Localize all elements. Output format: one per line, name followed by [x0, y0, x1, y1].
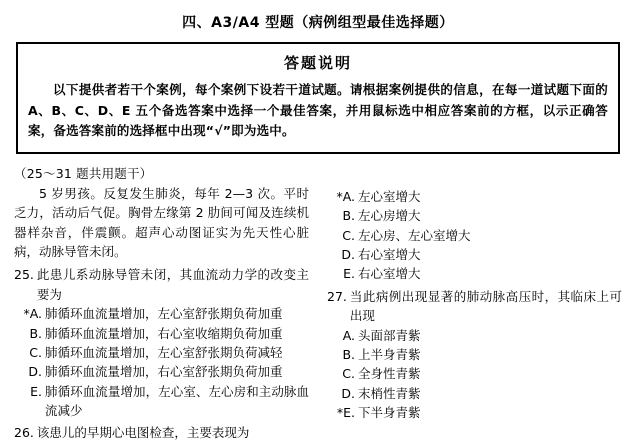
- question-25-option-a[interactable]: [14, 304, 309, 323]
- option-label: D.: [341, 247, 355, 262]
- notice-body: 以下提供者若干个案例，每个案例下设若干道试题。请根据案例提供的信息，在每一道试题下面的 A、B、C、D、E 五个备选答案中选择一个最佳答案，并用鼠标选中相应答案前的方框，以示正确答案，备选答案前的选择框中出现“√”即为选中。: [28, 82, 608, 139]
- column-left: [14, 184, 309, 443]
- option-text: 肺循环血流量增加，左心室、左心房和主动脉血流减少: [45, 383, 309, 418]
- question-25-text: 此患儿系动脉导管未闭，其血流动力学的改变主要为: [36, 267, 309, 302]
- option-text: 左心房、左心室增大: [358, 227, 471, 243]
- question-25-option-d[interactable]: [14, 362, 309, 381]
- question-26-number: 26.: [14, 425, 34, 441]
- question-27-text: 当此病例出现显著的肺动脉高压时，其临床上可出现: [349, 288, 622, 324]
- question-27-line: [327, 287, 622, 326]
- question-25-option-e[interactable]: [14, 382, 309, 421]
- column-right: [327, 184, 622, 443]
- question-25: [14, 265, 309, 420]
- option-label: *A.: [336, 188, 355, 204]
- option-text: 肺循环血流量增加，右心室舒张期负荷加重: [45, 364, 283, 380]
- option-text: 肺循环血流量增加，右心室收缩期负荷加重: [45, 325, 283, 341]
- option-label: C.: [29, 344, 42, 360]
- section-title: 四、A3/A4 型题（病例组型最佳选择题）: [182, 15, 454, 31]
- question-26: [14, 423, 309, 442]
- question-27-option-c[interactable]: [327, 364, 622, 383]
- question-26-option-d[interactable]: [327, 245, 622, 264]
- shared-stem-header: （25～31 题共用题干）: [14, 165, 153, 181]
- case-description: 5 岁男孩。反复发生肺炎，每年 2—3 次。平时乏力，活动后气促。胸骨左缘第 2 肋间可闻及连续机器样杂音，伴震颤。超声心动图证实为先天性心脏病，动脉导管未闭。: [14, 185, 309, 259]
- option-label: C.: [342, 366, 355, 382]
- option-label: B.: [342, 346, 355, 362]
- option-label: B.: [342, 208, 355, 224]
- question-25-option-b[interactable]: [14, 324, 309, 343]
- question-27: [327, 287, 622, 423]
- option-label: *A.: [23, 306, 42, 322]
- question-25-option-c[interactable]: [14, 343, 309, 362]
- option-label: E.: [343, 266, 355, 282]
- option-text: 右心室增大: [358, 266, 421, 282]
- option-text: 头面部青紫: [358, 327, 421, 343]
- question-26-option-a[interactable]: [327, 187, 622, 206]
- question-26-option-e[interactable]: [327, 264, 622, 283]
- question-25-number: 25.: [14, 267, 34, 283]
- question-27-option-a[interactable]: [327, 326, 622, 345]
- option-text: 肺循环血流量增加，左心室舒张期负荷减轻: [45, 344, 283, 360]
- option-text: 上半身青紫: [358, 346, 421, 362]
- option-text: 右心室增大: [358, 247, 421, 262]
- question-26-options: [327, 187, 622, 284]
- option-text: 左心房增大: [358, 208, 421, 224]
- question-26-option-c[interactable]: [327, 226, 622, 245]
- option-label: C.: [342, 227, 355, 243]
- two-column-body: [14, 184, 622, 443]
- option-label: *E.: [336, 405, 355, 420]
- option-label: E.: [30, 383, 42, 399]
- option-label: D.: [28, 364, 42, 380]
- question-27-option-e[interactable]: [327, 403, 622, 422]
- option-label: A.: [342, 327, 355, 343]
- notice-title: 答题说明: [283, 54, 352, 72]
- option-text: 下半身青紫: [358, 405, 421, 420]
- question-26-text: 该患儿的早期心电图检查，主要表现为: [36, 425, 250, 441]
- option-label: D.: [341, 385, 355, 401]
- option-text: 全身性青紫: [358, 366, 421, 382]
- option-text: 左心室增大: [358, 188, 421, 204]
- question-25-line: [14, 265, 309, 304]
- question-26-option-b[interactable]: [327, 206, 622, 225]
- question-26-line: [14, 423, 309, 442]
- option-text: 肺循环血流量增加，左心室舒张期负荷加重: [45, 306, 283, 322]
- question-27-number: 27.: [327, 288, 347, 304]
- question-27-option-d[interactable]: [327, 384, 622, 403]
- question-27-option-b[interactable]: [327, 345, 622, 364]
- answer-instructions-box: [16, 42, 620, 154]
- option-label: B.: [29, 325, 42, 341]
- option-text: 末梢性青紫: [358, 385, 421, 401]
